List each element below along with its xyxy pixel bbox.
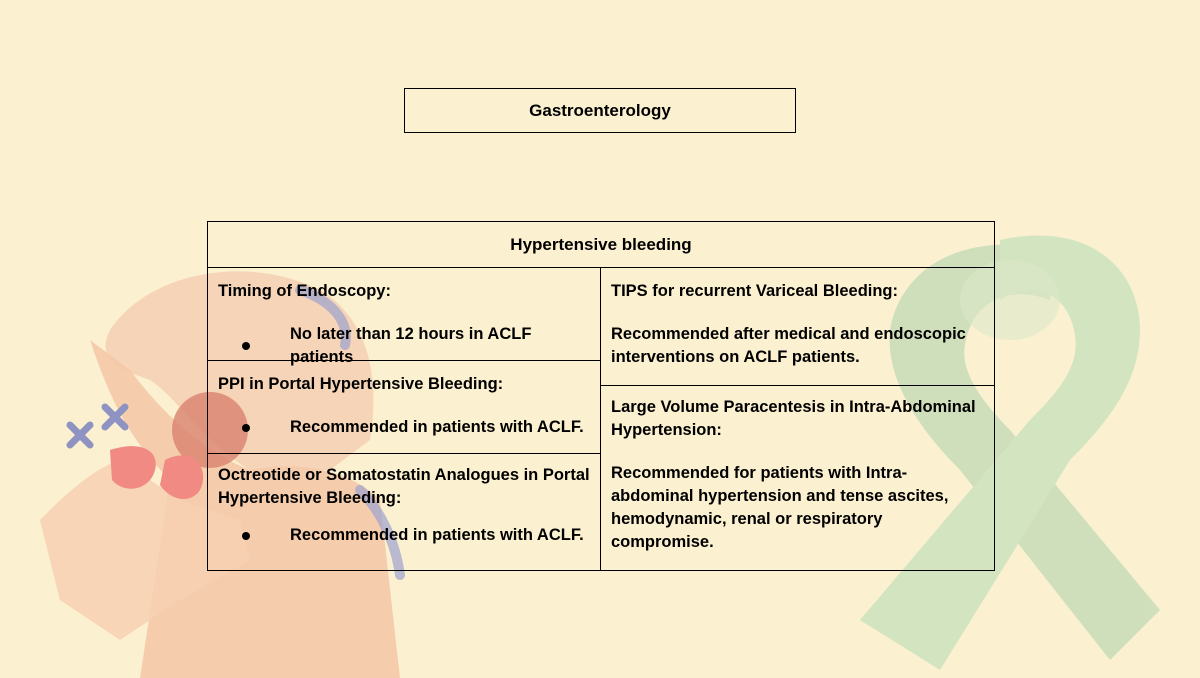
page-title [404, 88, 796, 133]
cell-ppi [208, 361, 600, 454]
cell-paracentesis [601, 386, 994, 570]
cell-title: TIPS for recurrent Variceal Bleeding: [611, 282, 899, 300]
table-heading-text: Hypertensive bleeding [510, 234, 692, 254]
cell-octreotide [208, 454, 600, 570]
cell-title: Timing of Endoscopy: [218, 282, 391, 300]
bullet-icon [242, 342, 250, 350]
bullet-text: No later than 12 hours in ACLF patients [290, 325, 532, 366]
cell-tips [601, 268, 994, 386]
cell-title: Large Volume Paracentesis in Intra-Abdominal Hypertension: [611, 398, 976, 439]
cell-text: Recommended after medical and endoscopic interventions on ACLF patients. [611, 325, 966, 366]
bullet-text: Recommended in patients with ACLF. [290, 526, 584, 544]
cell-text: Recommended for patients with Intra-abdominal hypertension and tense ascites, hemodynamic, renal or respiratory compromise. [611, 464, 949, 551]
bullet-item [218, 416, 590, 439]
cell-title: Octreotide or Somatostatin Analogues in Portal Hypertensive Bleeding: [218, 466, 590, 507]
cell-title: PPI in Portal Hypertensive Bleeding: [218, 375, 504, 393]
page-title-text: Gastroenterology [529, 100, 671, 120]
bullet-text: Recommended in patients with ACLF. [290, 418, 584, 436]
bullet-icon [242, 424, 250, 432]
bleeding-table [207, 221, 995, 571]
cell-timing-of-endoscopy [208, 268, 600, 366]
bullet-icon [242, 532, 250, 540]
sparkle-icon [70, 407, 125, 445]
table-heading [208, 222, 994, 268]
bullet-item [218, 524, 590, 547]
